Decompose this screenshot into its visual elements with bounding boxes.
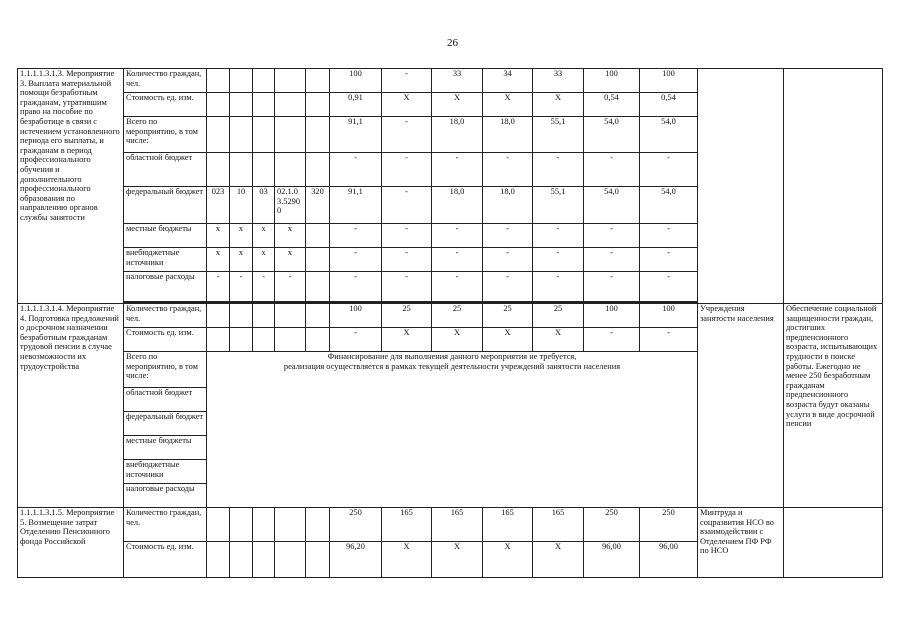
table-row: 1.1.1.1.3.1.5. Мероприятие 5. Возмещение затрат Отделению Пенсионного фонда Российской Количество граждан, чел. 250 165 165 165 165 250 250 Минтруда и соцразвития НСО во взаимодействии с Отделением ПФ РФ по НСО bbox=[18, 508, 883, 542]
table-row: налоговые расходы bbox=[18, 484, 883, 508]
unit-label-federal: федеральный бюджет bbox=[124, 187, 207, 224]
financing-note bbox=[207, 352, 698, 508]
table-row: федеральный бюджет 023 10 03 02.1.03.52900 320 91,1 - 18,0 18,0 55,1 54,0 54,0 bbox=[18, 187, 883, 224]
activity-3-title: 1.1.1.1.3.1.3. Мероприятие 3. Выплата материальной помощи безработным гражданам, утратившим право на пособие по безработице в связи с истечением установленного периода его выплаты, и гражданам в период профессионального обучения и дополнительного профессионального образования по направлению органов службы занятости bbox=[18, 69, 124, 304]
table-row: 1.1.1.1.3.1.3. Мероприятие 3. Выплата материальной помощи безработным гражданам, утратившим право на пособие по безработице в связи с истечением установленного периода его выплаты, и гражданам в период профессионального обучения и дополнительного профессионального образования по направлению органов службы занятости Количество граждан, чел. 100 - 33 34 33 100 100 bbox=[18, 69, 883, 93]
table-row: Стоимость ед. изм. 0,91 Х Х Х Х 0,54 0,54 bbox=[18, 93, 883, 117]
program-table bbox=[17, 68, 883, 578]
code-expense-type: 320 bbox=[306, 187, 330, 224]
activity-4-result: Обеспечение социальной защищенности граждан, достигших предпенсионного возраста, испытывающих трудности в поиске работы. Ежегодно не менее 250 безработным гражданам предпенсионного возраста будут оказаны услуги в виде досрочной пенсии bbox=[784, 304, 883, 508]
code-target: 02.1.03.52900 bbox=[275, 187, 306, 224]
activity-5-title: 1.1.1.1.3.1.5. Мероприятие 5. Возмещение затрат Отделению Пенсионного фонда Российской bbox=[18, 508, 124, 578]
code-section: 10 bbox=[230, 187, 253, 224]
table-row: областной бюджет - - - - - - - bbox=[18, 153, 883, 187]
table-row: 1.1.1.1.3.1.4. Мероприятие 4. Подготовка предложений о досрочном назначении безработным гражданам трудовой пенсии в случае невозможности их трудоустройства Количество граждан, чел. 100 25 25 25 25 100 100 Учреждения занятости населения Обеспечение социальной защищенности граждан, достигших предпенсионного возраста, испытывающих трудности в поиске работы. Ежегодно не менее 250 безработным гражданам предпенсионного возраста будут оказаны услуги в виде досрочной пенсии bbox=[18, 304, 883, 328]
unit-label-cost: Стоимость ед. изм. bbox=[124, 93, 207, 117]
table-row: местные бюджеты bbox=[18, 436, 883, 460]
unit-label-extra: внебюджетные источники bbox=[124, 248, 207, 272]
unit-label-total: Всего по мероприятию, в том числе: bbox=[124, 117, 207, 153]
unit-label-regional: областной бюджет bbox=[124, 153, 207, 187]
table-row: внебюджетные источники х х х х - - - - - - - bbox=[18, 248, 883, 272]
table-row: областной бюджет bbox=[18, 388, 883, 412]
table-row: Стоимость ед. изм. - Х Х Х Х - - bbox=[18, 328, 883, 352]
unit-label-local: местные бюджеты bbox=[124, 224, 207, 248]
activity-4-title: 1.1.1.1.3.1.4. Мероприятие 4. Подготовка предложений о досрочном назначении безработным гражданам трудовой пенсии в случае невозможности их трудоустройства bbox=[18, 304, 124, 508]
activity-5-result bbox=[784, 508, 883, 578]
unit-label-tax: налоговые расходы bbox=[124, 272, 207, 302]
financing-note-line-1: Финансирование для выполнения данного мероприятия не требуется, bbox=[327, 352, 577, 361]
table-row: местные бюджеты х х х х - - - - - - - bbox=[18, 224, 883, 248]
financing-note-line-2: реализация осуществляется в рамках текущей деятельности учреждений занятости населения bbox=[283, 361, 621, 371]
page-number: 26 bbox=[447, 37, 458, 49]
code-subsection: 03 bbox=[253, 187, 275, 224]
activity-3-executor bbox=[698, 69, 784, 304]
code-ministry: 023 bbox=[207, 187, 230, 224]
table-row: Стоимость ед. изм. 96,20 Х Х Х Х 96,00 96,00 bbox=[18, 542, 883, 578]
table-row: Всего по мероприятию, в том числе: 91,1 - 18,0 18,0 55,1 54,0 54,0 bbox=[18, 117, 883, 153]
table-row: федеральный бюджет bbox=[18, 412, 883, 436]
table-row: Всего по мероприятию, в том числе: Финансирование для выполнения данного мероприятия не требуется, реализация осуществляется в рамках текущей деятельности учреждений занятости населения bbox=[18, 352, 883, 388]
activity-3-result bbox=[784, 69, 883, 304]
activity-5-executor: Минтруда и соцразвития НСО во взаимодействии с Отделением ПФ РФ по НСО bbox=[698, 508, 784, 578]
table-row: внебюджетные источники bbox=[18, 460, 883, 484]
activity-4-executor: Учреждения занятости населения bbox=[698, 304, 784, 508]
unit-label-count: Количество граждан, чел. bbox=[124, 69, 207, 93]
table-row: налоговые расходы - - - - - - - - - - - bbox=[18, 272, 883, 302]
